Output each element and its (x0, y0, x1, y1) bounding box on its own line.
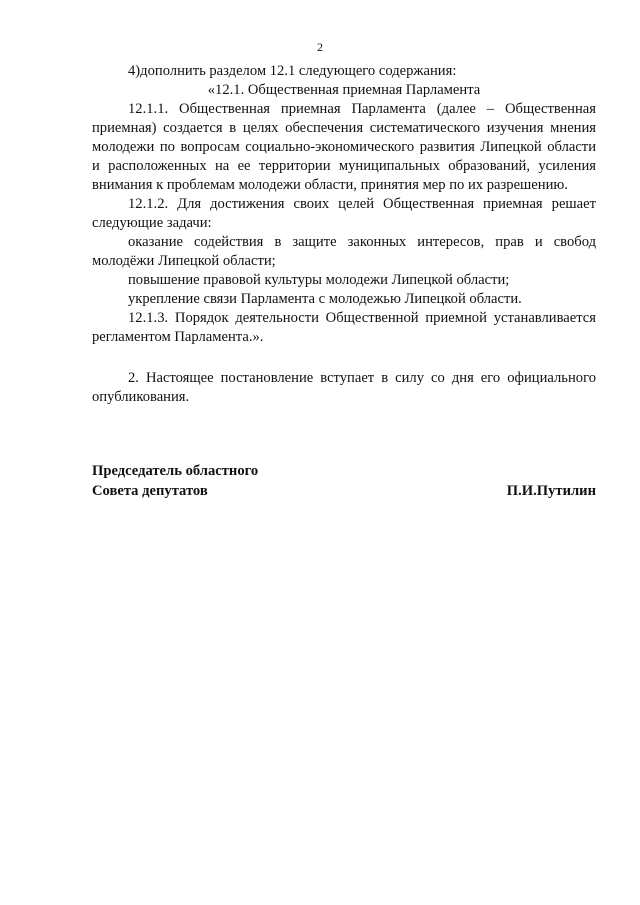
signature-name: П.И.Путилин (506, 483, 596, 499)
paragraph-12-1-2: 12.1.2. Для достижения своих целей Общественная приемная решает следующие задачи: (92, 196, 596, 231)
spacer (92, 347, 596, 369)
signature-row-2 (92, 481, 596, 501)
signature-row-1 (92, 461, 596, 481)
paragraph-12-1-3: 12.1.3. Порядок деятельности Общественной приемной устанавливается регламентом Парламента.». (92, 310, 596, 345)
section-title: «12.1. Общественная приемная Парламента (207, 82, 481, 98)
page-number: 2 (317, 40, 323, 54)
task-item-2: повышение правовой культуры молодежи Липецкой области; (128, 272, 510, 288)
task-item-1: оказание содействия в защите законных интересов, прав и свобод молодёжи Липецкой области; (92, 234, 596, 269)
signature-position-line1: Председатель областного (92, 463, 259, 479)
document-body (92, 62, 596, 407)
signature-position-line2: Совета депутатов (92, 483, 208, 499)
paragraph-12-1-1: 12.1.1. Общественная приемная Парламента (далее – Общественная приемная) создается в целях обеспечения систематического изучения мнения молодежи по вопросам социально-экономического развития Липецкой области и расположенных на ее территории муниципальных образований, усиления внимания к проблемам молодежи области, принятия мер по их разрешению. (92, 101, 596, 193)
intro-paragraph: 4)дополнить разделом 12.1 следующего содержания: (128, 63, 457, 79)
task-item-3: укрепление связи Парламента с молодежью Липецкой области. (128, 291, 522, 307)
signature-block (92, 461, 596, 501)
paragraph-2: 2. Настоящее постановление вступает в силу со дня его официального опубликования. (92, 370, 596, 405)
